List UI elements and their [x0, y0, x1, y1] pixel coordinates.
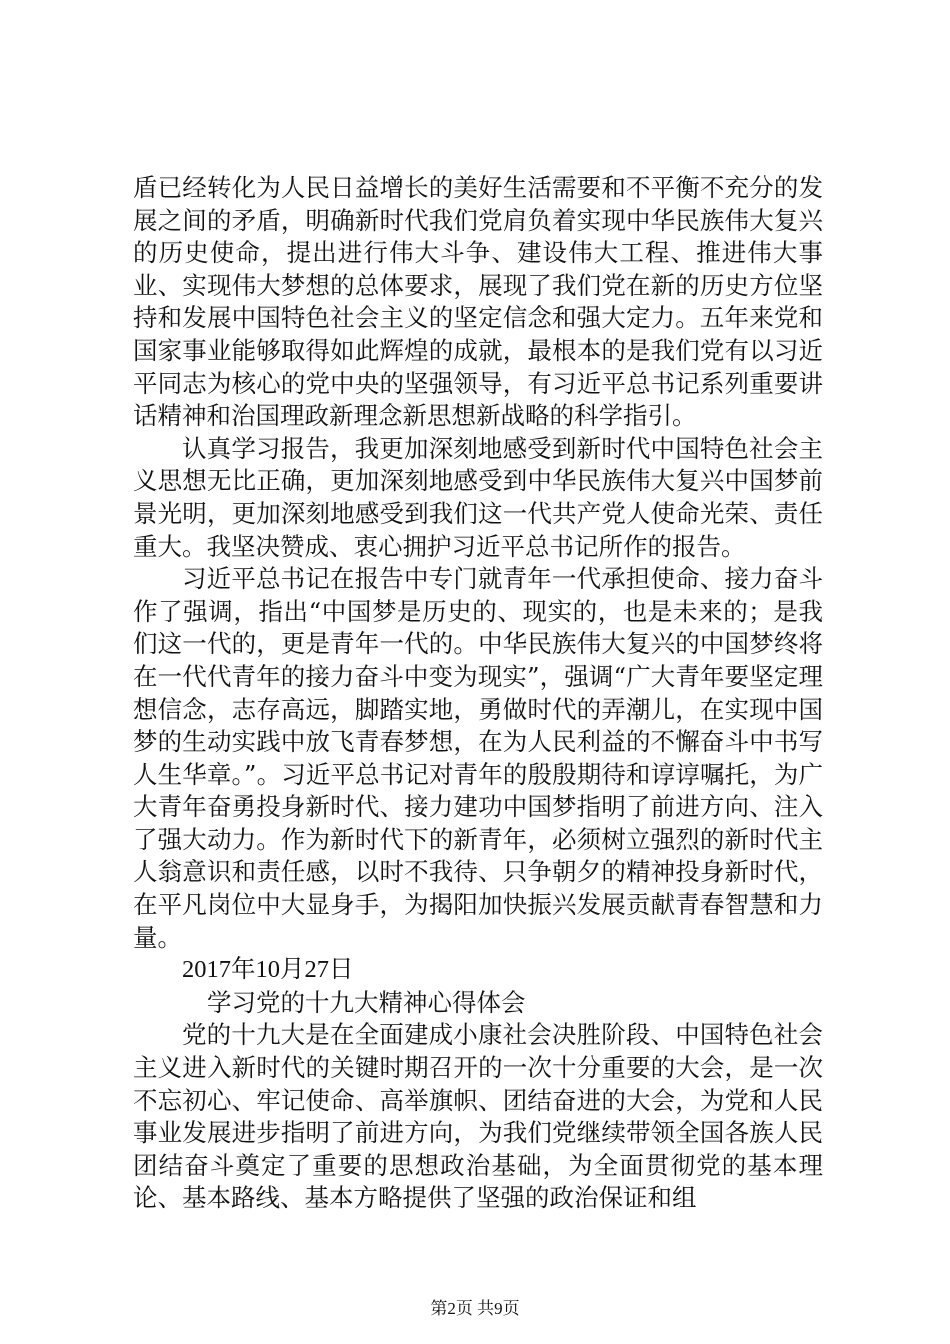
section-title: 学习党的十九大精神心得体会 [207, 987, 526, 1017]
paragraph-continuation: 盾已经转化为人民日益增长的美好生活需要和不平衡不充分的发展之间的矛盾，明确新时代我们党肩负着实现中华民族伟大复兴的历史使命，提出进行伟大斗争、建设伟大工程、推进伟大事业、实现伟大梦想的总体要求，展现了我们党在新的历史方位坚持和发展中国特色社会主义的坚定信念和强大定力。五年来党和国家事业能够取得如此辉煌的成就，最根本的是我们党有以习近平同志为核心的党中央的坚强领导，有习近平总书记系列重要讲话精神和治国理政新理念新思想新战略的科学指引。 [133, 173, 823, 431]
paragraph-youth-mission: 习近平总书记在报告中专门就青年一代承担使命、接力奋斗作了强调，指出“中国梦是历史的、现实的，也是未来的；是我们这一代的，更是青年一代的。中华民族伟大复兴的中国梦终将在一代代青年的接力奋斗中变为现实”，强调“广大青年要坚定理想信念，志存高远，脚踏实地，勇做时代的弄潮儿，在实现中国梦的生动实践中放飞青春梦想，在为人民利益的不懈奋斗中书写人生华章。”。习近平总书记对青年的殷殷期待和谆谆嘱托，为广大青年奋勇投身新时代、接力建功中国梦指明了前进方向、注入了强大动力。作为新时代下的新青年，必须树立强烈的新时代主人翁意识和责任感，以时不我待、只争朝夕的精神投身新时代，在平凡岗位中大显身手，为揭阳加快振兴发展贡献青春智慧和力量。 [133, 564, 823, 952]
paragraph-study-report: 认真学习报告，我更加深刻地感受到新时代中国特色社会主义思想无比正确，更加深刻地感受到中华民族伟大复兴中国梦前景光明，更加深刻地感受到我们这一代共产党人使命光荣、责任重大。我坚决赞成、衷心拥护习近平总书记所作的报告。 [133, 433, 823, 561]
page-footer [0, 1298, 950, 1320]
document-date: 2017年10月27日 [182, 956, 354, 984]
page-number: 第2页 共9页 [430, 1299, 520, 1318]
document-body [133, 172, 823, 1215]
paragraph-congress-intro: 党的十九大是在全面建成小康社会决胜阶段、中国特色社会主义进入新时代的关键时期召开的一次十分重要的大会，是一次不忘初心、牢记使命、高举旗帜、团结奋进的大会，为党和人民事业发展进步指明了前进方向，为我们党继续带领全国各族人民团结奋斗奠定了重要的思想政治基础，为全面贯彻党的基本理论、基本路线、基本方略提供了坚强的政治保证和组 [133, 1020, 823, 1213]
